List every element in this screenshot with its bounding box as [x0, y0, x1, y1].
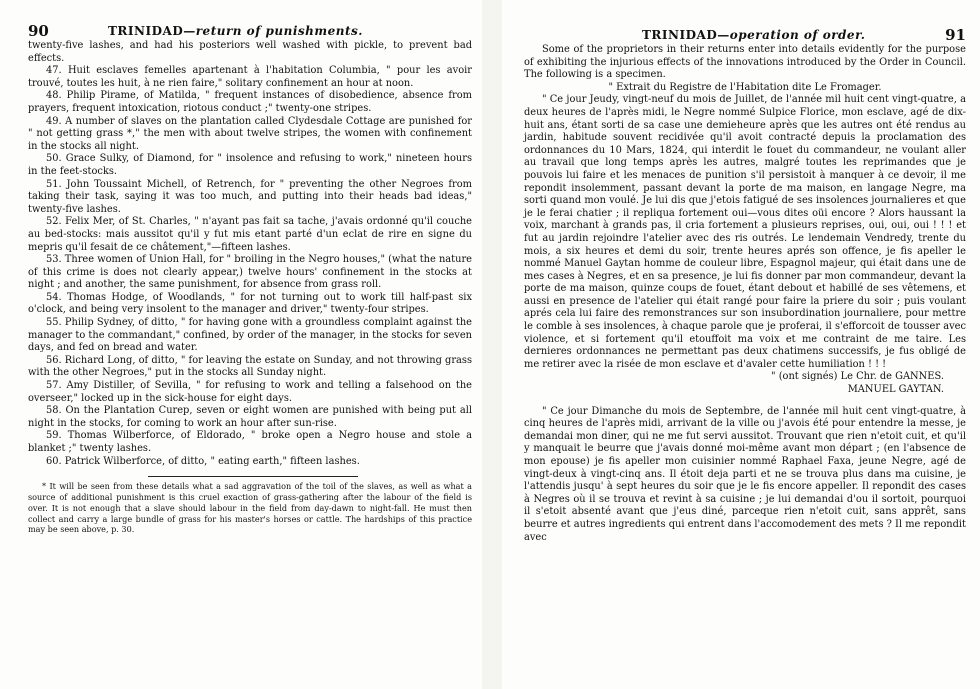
right-page	[502, 0, 980, 689]
second-extract: " Ce jour Dimanche du mois de Septembre, de l'année mil huit cent vingt-quatre, à cinq heures de l'après midi, arrivant de la ville ou j'avois été pour entendre la messe, je demandai mon diner, qui ne me fut servi aussitot. Trouvant que rien n'etoit cuit, et qu'il y manquait le beurre que j'avais donné moi-même avant mon départ ; (en l'absence de mon epouse) je fis apeller mon cuisinier nommé Raphael Faxa, jeune Negre, agé de vingt-deux à vingt-cinq ans. Il étoit deja parti et ne se trouva plus dans ma cuisine, je l'attendis jusqu' à sept heures du soir que je le fis encore appeller. Il repondit des cases à Negres où il se trouva et revint à sa cuisine ; je lui demandai d'ou il sortoit, pourquoi il s'etoit absenté avant que j'eus diné, parceque rien n'etoit cuit, sans apprêt, sans beurre et autres ingredients qui entrent dans l'accomodement des mets ? Il me repondit avec	[524, 405, 966, 543]
paragraph-54: 54. Thomas Hodge, of Woodlands, " for not turning out to work till half-past six o'clock, and being very insolent to the manager and driver," twenty-four stripes.	[28, 291, 472, 316]
paragraph-intro: twenty-five lashes, and had his posteriors well washed with pickle, to prevent bad effects.	[28, 40, 472, 64]
footnote-rule	[148, 476, 358, 477]
paragraph-47: 47. Huit esclaves femelles apartenant à l'habitation Columbia, " pour les avoir trouvé, toutes les huit, à ne rien faire," solitary confinement an hour at noon.	[28, 65, 472, 89]
section-gap	[524, 397, 966, 406]
paragraph-56: 56. Richard Long, of ditto, " for leaving the estate on Sunday, and not throwing grass with the other Negroes," put in the stocks all Sunday night.	[28, 354, 472, 379]
extract-title: " Extrait du Registre de l'Habitation dite Le Fromager.	[608, 81, 882, 93]
paragraph-51: 51. John Toussaint Michell, of Retrench, for " preventing the other Negroes from taking their task, saying it was too much, and putting into their heads bad ideas," twenty-five lashes.	[28, 178, 472, 215]
right-running-head-italic: operation of order.	[729, 28, 866, 42]
intro-paragraph: Some of the proprietors in their returns enter into details evidently for the purpose of exhibiting the injurious effects of the innovations introduced by the Order in Council. The following is a specimen.	[524, 44, 966, 81]
book-gutter	[482, 0, 502, 689]
paragraph-60: 60. Patrick Wilberforce, of ditto, " eating earth," fifteen lashes.	[46, 455, 360, 467]
signature-line-2: MANUEL GAYTAN.	[847, 384, 944, 396]
left-page-header	[28, 22, 472, 40]
paragraph-59: 59. Thomas Wilberforce, of Eldorado, " broke open a Negro house and stole a blanket ;" twenty lashes.	[28, 430, 472, 454]
footnote: * It will be seen from these details what a sad aggravation of the toil of the slaves, as well as what a source of additional punishment is this cruel exaction of grass-gathering after the labour of the field is over. It is not enough that a slave should labour in the field from day-dawn to night-fall. He must then collect and carry a large bundle of grass for his master's horses or cattle. The hardships of this practice may be seen above, p. 30.	[28, 481, 472, 535]
paragraph-48: 48. Philip Pirame, of Matilda, " frequent instances of disobedience, absence from prayers, frequent intoxication, riotous conduct ;" twenty-one stripes.	[28, 90, 472, 114]
paragraph-57: 57. Amy Distiller, of Sevilla, " for refusing to work and telling a falsehood on the overseer," locked up in the sick-house for eight days.	[28, 380, 472, 404]
right-running-head	[642, 28, 865, 42]
right-running-head-main: TRINIDAD—	[642, 28, 730, 42]
right-page-number: 91	[945, 26, 966, 44]
left-page	[0, 0, 482, 689]
paragraph-58: 58. On the Plantation Curep, seven or eight women are punished with being put all night in the stocks, for coming to work an hour after sun-rise.	[28, 405, 472, 429]
paragraph-55: 55. Philip Sydney, of ditto, " for having gone with a groundless complaint against the manager to the commandant," confined, by order of the manager, in the stocks for seven days, and fed on bread and water.	[28, 317, 472, 354]
right-page-header	[524, 26, 966, 44]
paragraph-52: 52. Felix Mer, of St. Charles, " n'ayant pas fait sa tache, j'avais ordonné qu'il couche au bed-stocks: mais aussitot qu'il y fut mis etant parté d'un eclat de rire en signe du mepris qu'il fesait de ce châtement,"—fifteen lashes.	[28, 216, 472, 253]
extract-body: " Ce jour Jeudy, vingt-neuf du mois de Juillet, de l'année mil huit cent vingt-quatre, a deux heures de l'après midi, le Negre nommé Sulpice Florice, mon esclave, agé de dix-huit ans, étant sorti de sa case une demieheure après que les autres ont été rendus au jardin, habitude souvent recidivée qu'il avoit contracté depuis la proclamation des ordonnances du 10 Mars, 1824, qui interdit le fouet du commandeur, ne voulant aller au travail que long temps après les autres, malgré toutes les reprimandes que je pouvois lui faire et les menaces de punition s'il persistoit à manquer à ce devoir, il me repondit insolemment, passant devant la porte de ma maison, en langage Negre, ma sorti quand mon voulé. Je lui dis que j'etois fatigué de ses insolences journalieres et que je le ferai chatier ; il repliqua fortement oui—vous dites oüi encore ? Alors haussant la voix, marchant à grands pas, il cria fortement a plusieurs reprises, oui, oui, oui ! ! ! et fut au jardin rejoindre l'atelier avec des ris outrés. Le lendemain Vendredy, trente du mois, a six heures et demi du soir, trente heures aprés son offence, je fis apeller le nommé Manuel Gaytan homme de couleur libre, Espagnol majeur, qui était dans une de mes cases à Negres, et en sa presence, je lui fis donner par mon commandeur, devant la porte de ma maison, quinze coups de fouet, étant debout et habillé de ses vêtemens, et aussi en presence de l'atelier qui était rangé pour faire la priere du soir ; puis voulant aprés cela lui faire des remonstrances sur son insubordination journaliere, pour mettre le comble à ses insolences, à chaque parole que je proferai, il s'efforcoit de tousser avec violence, et si fortement qu'il etouffoit ma voix et me contraint de me taire. Les dernieres ordonnances ne permettant pas deux chatimens successifs, je fus obligé de me retirer avec la risée de mon esclave et d'avaler cette humiliation ! ! !	[524, 94, 966, 370]
left-running-head-main: TRINIDAD—	[108, 24, 196, 38]
paragraph-53: 53. Three women of Union Hall, for " broiling in the Negro houses," (what the nature of this crime is does not clearly appear,) twelve hours' confinement in the stocks at night ; and another, the same punishment, for absence from grass roll.	[28, 254, 472, 291]
signature-line-1: " (ont signés) Le Chr. de GANNES.	[771, 371, 944, 383]
left-page-number: 90	[28, 22, 49, 40]
paragraph-50: 50. Grace Sulky, of Diamond, for " insolence and refusing to work," nineteen hours in the feet-stocks.	[28, 153, 472, 177]
paragraph-49: 49. A number of slaves on the plantation called Clydesdale Cottage are punished for " not getting grass *," the men with about twelve stripes, the women with confinement in the stocks all night.	[28, 115, 472, 152]
left-running-head-italic: return of punishments.	[195, 24, 363, 38]
left-running-head	[108, 24, 363, 38]
